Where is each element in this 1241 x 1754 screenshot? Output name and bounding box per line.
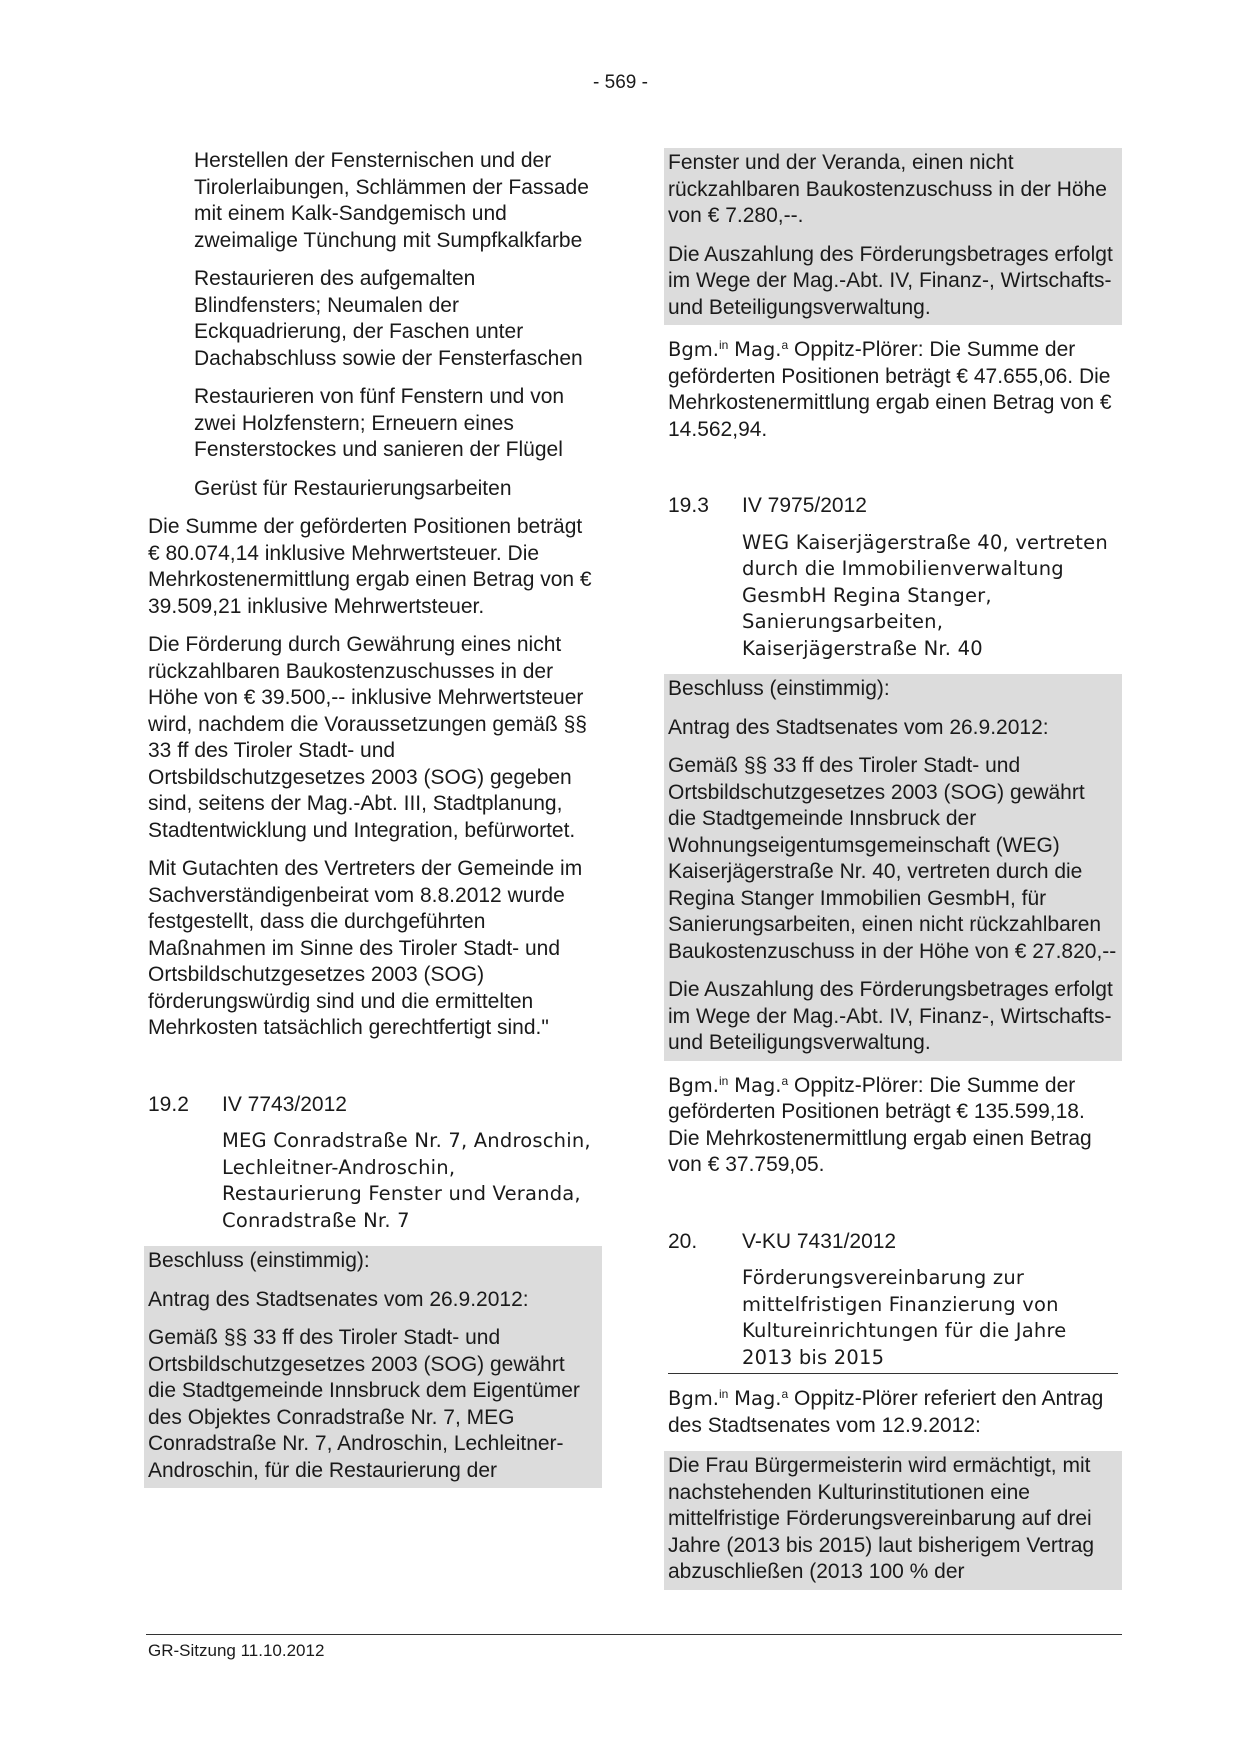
- speaker-paragraph: [668, 1386, 1118, 1439]
- agenda-item-heading: [668, 493, 1118, 520]
- item-subject: Förderungsvereinbarung zur mittelfristigen Finanzierung von Kultureinrichtungen für die Jahre 2013 bis 2015: [742, 1266, 1067, 1369]
- paragraph: Die Förderung durch Gewährung eines nicht rückzahlbaren Baukostenzuschusses in der Höhe von € 39.500,-- inklusive Mehrwertsteuer wird, nachdem die Voraussetzungen gemäß §§ 33 ff des Tiroler Stadt- und Ortsbildschutzgesetzes 2003 (SOG) gegeben sind, seitens der Mag.-Abt. III, Stadtplanung, Stadtentwicklung und Integration, befürwortet.: [148, 633, 587, 842]
- motion-text: Gemäß §§ 33 ff des Tiroler Stadt- und Ortsbildschutzgesetzes 2003 (SOG) gewährt die Stadtgemeinde Innsbruck dem Eigentümer des Objektes Conradstraße Nr. 7, MEG Conradstraße Nr. 7, Androschin, Lechleitner-Androschin, für die Restaurierung der: [148, 1326, 580, 1482]
- speaker-mag-sup: a: [781, 1073, 789, 1088]
- list-item: Herstellen der Fensternischen und der Tirolerlaibungen, Schlämmen der Fassade mit einem Kalk-Sandgemisch und zweimalige Tünchung mit Sumpfkalkfarbe: [194, 149, 589, 252]
- speaker-title-sup: in: [718, 1073, 729, 1088]
- list-item: Restaurieren des aufgemalten Blindfensters; Neumalen der Eckquadrierung, der Faschen unter Dachabschluss sowie der Fensterfaschen: [194, 267, 583, 370]
- list-item: Gerüst für Restaurierungsarbeiten: [194, 476, 512, 500]
- agenda-item-heading: [668, 1229, 1118, 1256]
- item-reference: IV 7975/2012: [742, 494, 867, 517]
- payout-text: Die Auszahlung des Förderungsbetrages erfolgt im Wege der Mag.-Abt. IV, Finanz-, Wirtschafts- und Beteiligungsverwaltung.: [668, 242, 1113, 319]
- item-subject: WEG Kaiserjägerstraße 40, vertreten durch die Immobilienverwaltung GesmbH Regina Stanger, Sanierungsarbeiten, Kaiserjägerstraße Nr. 40: [742, 530, 1108, 660]
- resolution-label: Beschluss (einstimmig):: [668, 677, 890, 700]
- footer-text: GR-Sitzung 11.10.2012: [148, 1641, 325, 1660]
- resolution-box: [664, 674, 1122, 1061]
- speaker-name: Oppitz-Plörer: [794, 338, 918, 361]
- speaker-mag: Mag.: [734, 1387, 782, 1410]
- referral-text: referiert den Antrag des Stadtsenates vom 12.9.2012:: [668, 1387, 1104, 1437]
- left-column: [148, 148, 598, 1488]
- paragraph: Die Summe der geförderten Positionen beträgt € 80.074,14 inklusive Mehrwertsteuer. Die Mehrkostenermittlung ergab einen Betrag von € 39.509,21 inklusive Mehrwertsteuer.: [148, 515, 592, 618]
- item-subject-rule: [668, 1265, 1118, 1374]
- item-reference: V-KU 7431/2012: [742, 1229, 897, 1253]
- speaker-mag: Mag.: [734, 338, 782, 361]
- speaker-title: Bgm.: [668, 1073, 719, 1097]
- motion-text: Gemäß §§ 33 ff des Tiroler Stadt- und Ortsbildschutzgesetzes 2003 (SOG) gewährt die Stadtgemeinde Innsbruck der Wohnungseigentumsgemeinschaft (WEG) Kaiserjägerstraße Nr. 40, vertreten durch die Regina Stanger Immobilien GesmbH, für Sanierungsarbeiten, einen nicht rückzahlbaren Baukostenzuschuss in der Höhe von € 27.820,--: [668, 754, 1117, 963]
- motion-text: Die Frau Bürgermeisterin wird ermächtigt, mit nachstehenden Kulturinstitutionen eine mittelfristige Förderungsvereinbarung auf drei Jahre (2013 bis 2015) laut bisherigem Vertrag abzuschließen (2013 100 % der: [668, 1454, 1095, 1583]
- motion-label: Antrag des Stadtsenates vom 26.9.2012:: [668, 715, 1049, 739]
- spacer: [668, 1191, 1118, 1229]
- speaker-name: Oppitz-Plörer: [794, 1387, 918, 1410]
- resolution-box: [144, 1246, 602, 1488]
- item-number: 20.: [668, 1229, 698, 1253]
- motion-text: Fenster und der Veranda, einen nicht rückzahlbaren Baukostenzuschuss in der Höhe von € 7.280,--.: [668, 151, 1107, 227]
- speaker-mag-sup: a: [781, 1387, 789, 1401]
- resolution-label: Beschluss (einstimmig):: [148, 1249, 370, 1272]
- resolution-box: [664, 1451, 1122, 1590]
- item-number: 19.3: [668, 494, 709, 517]
- speaker-title: Bgm.: [668, 338, 719, 361]
- speaker-name: Oppitz-Plörer: [794, 1073, 918, 1097]
- right-column: [668, 148, 1118, 1590]
- speaker-summary: : Die Summe der geförderten Positionen beträgt € 47.655,06. Die Mehrkostenermittlung ergab einen Betrag von € 14.562,94.: [668, 338, 1112, 441]
- payout-text: Die Auszahlung des Förderungsbetrages erfolgt im Wege der Mag.-Abt. IV, Finanz-, Wirtschafts- und Beteiligungsverwaltung.: [668, 978, 1113, 1054]
- speaker-title-sup: in: [718, 1387, 729, 1401]
- speaker-mag: Mag.: [734, 1073, 782, 1097]
- list-item: Restaurieren von fünf Fenstern und von zwei Holzfenstern; Erneuern eines Fensterstockes und sanieren der Flügel: [194, 385, 565, 461]
- item-reference: IV 7743/2012: [222, 1092, 347, 1116]
- motion-label: Antrag des Stadtsenates vom 26.9.2012:: [148, 1287, 529, 1311]
- page-number: - 569 -: [593, 72, 648, 93]
- speaker-paragraph: [668, 337, 1118, 443]
- spacer: [148, 1054, 598, 1092]
- speaker-mag-sup: a: [781, 338, 789, 352]
- speaker-paragraph: [668, 1073, 1118, 1179]
- item-subject: MEG Conradstraße Nr. 7, Androschin, Lechleitner-Androschin, Restaurierung Fenster und Veranda, Conradstraße Nr. 7: [222, 1129, 591, 1232]
- spacer: [668, 455, 1118, 493]
- agenda-item-heading: [148, 1092, 598, 1119]
- resolution-box: [664, 148, 1122, 325]
- speaker-summary: : Die Summe der geförderten Positionen beträgt € 135.599,18. Die Mehrkostenermittlung ergab einen Betrag von € 37.759,05.: [668, 1073, 1092, 1176]
- paragraph: Mit Gutachten des Vertreters der Gemeinde im Sachverständigenbeirat vom 8.8.2012 wurde festgestellt, dass die durchgeführten Maßnahmen im Sinne des Tiroler Stadt- und Ortsbildschutzgesetzes 2003 (SOG) förderungswürdig sind und die ermittelten Mehrkosten tatsächlich gerechtfertigt sind.": [148, 857, 583, 1039]
- item-number: 19.2: [148, 1092, 189, 1116]
- footer-divider: [146, 1634, 1122, 1635]
- speaker-title: Bgm.: [668, 1387, 719, 1410]
- speaker-title-sup: in: [718, 338, 729, 352]
